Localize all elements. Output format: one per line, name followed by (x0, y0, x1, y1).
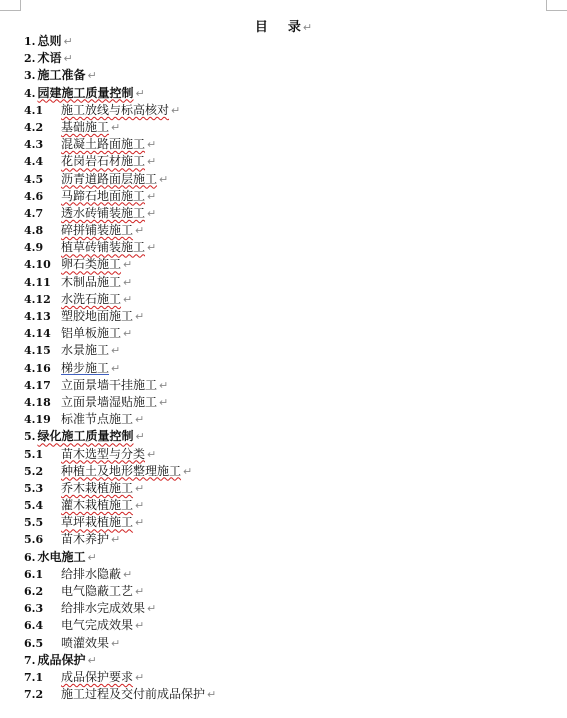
toc-entry[interactable] (24, 360, 567, 377)
toc-entry[interactable] (24, 342, 567, 359)
toc-title: 立面景墙湿贴施工 (61, 394, 158, 409)
toc-entry[interactable] (24, 188, 567, 205)
toc-number: 4.18 (24, 395, 51, 409)
toc-title: 施工过程及交付前成品保护 (61, 687, 206, 702)
paragraph-mark-icon: ↵ (135, 585, 145, 598)
toc-entry[interactable] (24, 377, 567, 394)
toc-chapter[interactable] (24, 549, 567, 566)
toc-number: 4.7 (24, 206, 44, 220)
toc-number: 5. (24, 430, 36, 444)
paragraph-mark-icon: ↵ (147, 447, 157, 461)
toc-entry[interactable] (24, 136, 567, 153)
toc-entry[interactable] (24, 274, 567, 291)
paragraph-mark-icon: ↵ (159, 395, 169, 409)
title-char-right: 录 (287, 20, 301, 35)
toc-title: 水电施工 (37, 549, 86, 564)
paragraph-mark-icon: ↵ (135, 516, 145, 530)
toc-number: 4. (24, 86, 36, 100)
toc-chapter[interactable] (24, 85, 567, 102)
paragraph-mark-icon: ↵ (159, 378, 169, 392)
toc-chapter[interactable] (24, 50, 567, 67)
toc-number: 4.2 (24, 120, 44, 134)
toc-number: 4.15 (24, 344, 51, 358)
paragraph-mark-icon: ↵ (147, 206, 157, 220)
toc-entry[interactable] (24, 102, 567, 119)
toc-chapter[interactable] (24, 428, 567, 445)
toc-chapter[interactable] (24, 33, 567, 50)
toc-number: 4.6 (24, 189, 44, 203)
paragraph-mark-icon: ↵ (111, 361, 121, 375)
toc-number: 3. (24, 69, 36, 83)
toc-title: 立面景墙干挂施工 (61, 377, 158, 392)
toc-number: 7.2 (24, 688, 44, 702)
paragraph-mark-icon: ↵ (63, 35, 73, 48)
toc-entry[interactable] (24, 256, 567, 273)
toc-entry[interactable] (24, 446, 567, 463)
toc-title: 乔木栽植施工 (61, 480, 134, 495)
page-corner-mark-left (0, 0, 21, 11)
toc-entry[interactable] (24, 583, 567, 600)
toc-number: 6.2 (24, 585, 44, 598)
paragraph-mark-icon: ↵ (159, 172, 169, 186)
toc-entry[interactable] (24, 617, 567, 634)
toc-entry[interactable] (24, 153, 567, 170)
paragraph-mark-icon: ↵ (123, 258, 133, 272)
toc-entry[interactable] (24, 171, 567, 188)
toc-number: 4.11 (24, 275, 51, 289)
toc-title: 马蹄石地面施工 (61, 188, 146, 203)
toc-number: 4.1 (24, 103, 44, 117)
toc-number: 1. (24, 35, 36, 48)
toc-entry[interactable] (24, 514, 567, 531)
toc-entry[interactable] (24, 497, 567, 514)
paragraph-mark-icon: ↵ (87, 550, 97, 564)
paragraph-mark-icon: ↵ (135, 310, 145, 323)
paragraph-mark-icon: ↵ (147, 138, 157, 152)
toc-title: 成品保护 (37, 652, 86, 667)
toc-number: 6.3 (24, 602, 44, 616)
paragraph-mark-icon: ↵ (111, 636, 121, 650)
toc-entry[interactable] (24, 531, 567, 548)
toc-number: 4.4 (24, 155, 44, 169)
paragraph-mark-icon: ↵ (63, 52, 73, 66)
toc-number: 5.3 (24, 481, 44, 495)
toc-entry[interactable] (24, 119, 567, 136)
toc-entry[interactable] (24, 635, 567, 652)
toc-number: 4.9 (24, 241, 44, 255)
toc-title: 给排水完成效果 (61, 601, 146, 616)
toc-number: 5.4 (24, 499, 44, 513)
toc-number: 5.1 (24, 447, 44, 461)
toc-number: 4.13 (24, 310, 51, 323)
toc-entry[interactable] (24, 205, 567, 222)
toc-title: 电气完成效果 (61, 618, 134, 633)
toc-number: 6.1 (24, 567, 44, 581)
toc-title: 施工放线与标高核对 (61, 102, 170, 117)
toc-title: 草坪栽植施工 (61, 515, 134, 530)
paragraph-mark-icon: ↵ (135, 86, 145, 100)
toc-number: 4.8 (24, 224, 44, 238)
toc-entry[interactable] (24, 325, 567, 342)
toc-entry[interactable] (24, 669, 567, 686)
toc-number: 7.1 (24, 670, 44, 684)
toc-title: 园建施工质量控制 (37, 85, 134, 100)
toc-title: 苗木养护 (61, 532, 110, 547)
paragraph-mark-icon: ↵ (147, 602, 157, 616)
paragraph-mark-icon: ↵ (87, 653, 97, 667)
paragraph-mark-icon: ↵ (123, 292, 133, 306)
toc-title: 术语 (37, 51, 62, 66)
paragraph-mark-icon: ↵ (123, 567, 133, 581)
paragraph-mark-icon: ↵ (135, 619, 145, 633)
toc-number: 4.17 (24, 378, 51, 392)
toc-title: 混凝土路面施工 (61, 137, 146, 152)
paragraph-mark-icon: ↵ (123, 275, 133, 289)
paragraph-mark-icon: ↵ (302, 21, 313, 34)
paragraph-mark-icon: ↵ (111, 533, 121, 547)
toc-chapter[interactable] (24, 652, 567, 669)
toc-title: 塑胶地面施工 (61, 309, 134, 323)
toc-title: 总则 (37, 34, 62, 48)
toc-number: 4.5 (24, 172, 44, 186)
paragraph-mark-icon: ↵ (171, 103, 181, 117)
paragraph-mark-icon: ↵ (135, 413, 145, 427)
toc-title: 喷灌效果 (61, 635, 110, 650)
paragraph-mark-icon: ↵ (147, 241, 157, 255)
toc-entry[interactable] (24, 686, 567, 703)
toc-title: 碎拼铺装施工 (61, 223, 134, 238)
toc-chapter[interactable] (24, 67, 567, 84)
toc-number: 5.2 (24, 464, 44, 478)
toc-title: 标准节点施工 (61, 412, 134, 427)
toc-entry[interactable] (24, 600, 567, 617)
paragraph-mark-icon: ↵ (147, 189, 157, 203)
toc-number: 2. (24, 52, 36, 66)
toc-list (24, 33, 567, 703)
paragraph-mark-icon: ↵ (135, 430, 145, 444)
toc-number: 4.10 (24, 258, 51, 272)
toc-title: 卵石类施工 (61, 257, 122, 272)
toc-number: 5.5 (24, 516, 44, 530)
toc-title: 木制品施工 (61, 274, 122, 289)
toc-entry[interactable] (24, 463, 567, 480)
toc-number: 4.12 (24, 292, 51, 306)
paragraph-mark-icon: ↵ (135, 481, 145, 495)
toc-number: 7. (24, 653, 36, 667)
paragraph-mark-icon: ↵ (87, 69, 97, 83)
paragraph-mark-icon: ↵ (207, 688, 217, 702)
toc-title: 沥青道路面层施工 (61, 171, 158, 186)
toc-number: 4.14 (24, 327, 51, 341)
toc-title: 成品保护要求 (61, 669, 134, 684)
toc-title: 绿化施工质量控制 (37, 429, 134, 444)
toc-title: 给排水隐蔽 (61, 566, 122, 581)
toc-number: 4.3 (24, 138, 44, 152)
toc-entry[interactable] (24, 480, 567, 497)
toc-title: 铝单板施工 (61, 326, 122, 341)
toc-entry[interactable] (24, 291, 567, 308)
toc-title: 植草砖铺装施工 (61, 240, 146, 255)
toc-entry[interactable] (24, 566, 567, 583)
paragraph-mark-icon: ↵ (135, 499, 145, 513)
paragraph-mark-icon: ↵ (111, 120, 121, 134)
toc-number: 5.6 (24, 533, 44, 547)
title-char-left: 目 (254, 20, 268, 35)
toc-entry[interactable] (24, 411, 567, 428)
toc-title: 透水砖铺装施工 (61, 205, 146, 220)
toc-number: 6.4 (24, 619, 44, 633)
toc-number: 4.16 (24, 361, 51, 375)
toc-entry[interactable] (24, 308, 567, 325)
toc-title: 水洗石施工 (61, 291, 122, 306)
paragraph-mark-icon: ↵ (123, 327, 133, 341)
toc-title: 花岗岩石材施工 (61, 154, 146, 169)
toc-entry[interactable] (24, 394, 567, 411)
toc-number: 6. (24, 550, 36, 564)
toc-title: 电气隐蔽工艺 (61, 584, 134, 598)
toc-entry[interactable] (24, 239, 567, 256)
paragraph-mark-icon: ↵ (147, 155, 157, 169)
toc-title: 梯步施工 (61, 360, 110, 375)
toc-title: 灌木栽植施工 (61, 498, 134, 513)
paragraph-mark-icon: ↵ (183, 464, 193, 478)
paragraph-mark-icon: ↵ (111, 344, 121, 358)
toc-title: 苗木选型与分类 (61, 446, 146, 461)
toc-title: 种植土及地形整理施工 (61, 463, 182, 478)
toc-title: 基础施工 (61, 119, 110, 134)
toc-number: 6.5 (24, 636, 44, 650)
paragraph-mark-icon: ↵ (135, 670, 145, 684)
toc-entry[interactable] (24, 222, 567, 239)
page-corner-mark-right (546, 0, 567, 11)
toc-number: 4.19 (24, 413, 51, 427)
toc-title: 水景施工 (61, 343, 110, 358)
toc-title: 施工准备 (37, 68, 86, 83)
paragraph-mark-icon: ↵ (135, 224, 145, 238)
